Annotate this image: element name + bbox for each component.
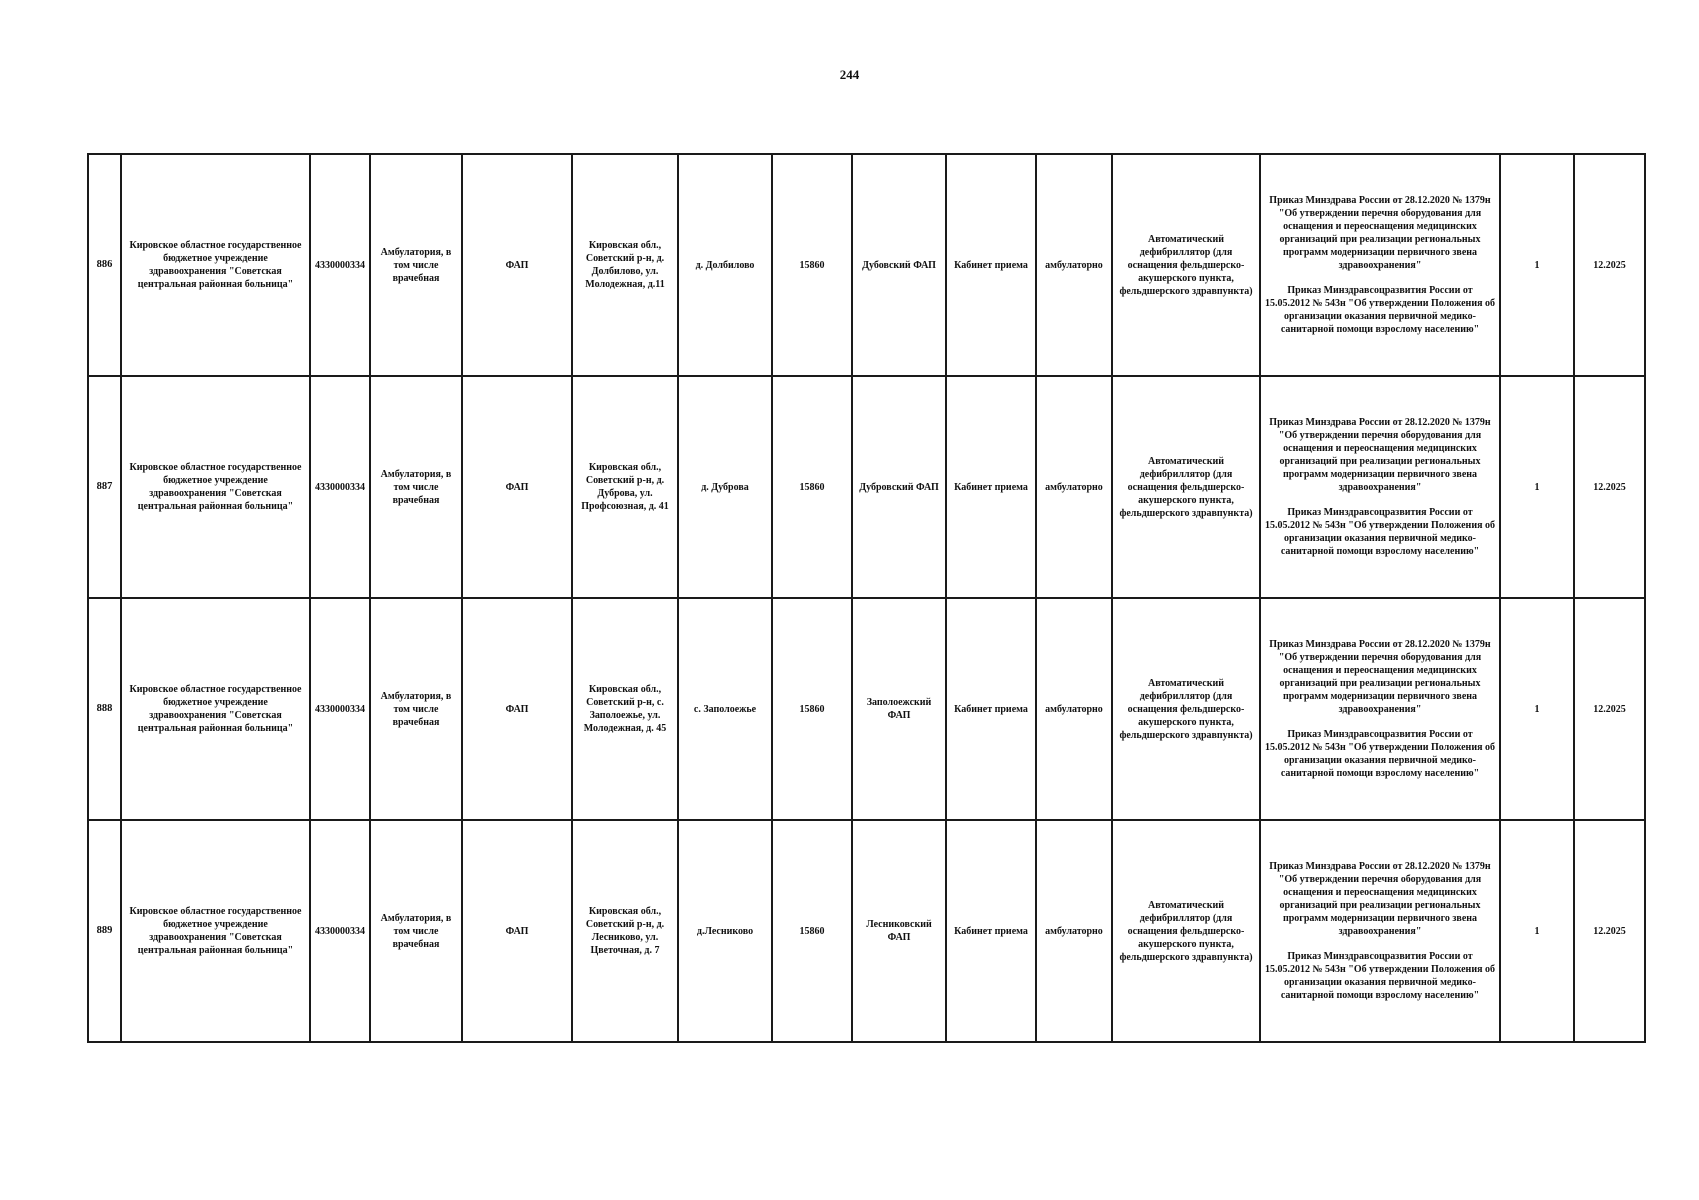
table-row (88, 376, 1645, 598)
code-cell: 15860 (772, 598, 852, 820)
equipment-cell: Автоматический дефибриллятор (для оснащения фельдшерско-акушерского пункта, фельдшерского здравпункта) (1112, 598, 1260, 820)
organization-cell: Кировское областное государственное бюджетное учреждение здравоохранения "Советская центральная районная больница" (121, 598, 310, 820)
equipment-cell: Автоматический дефибриллятор (для оснащения фельдшерско-акушерского пункта, фельдшерского здравпункта) (1112, 820, 1260, 1042)
inn-cell: 4330000334 (310, 376, 370, 598)
table-row (88, 598, 1645, 820)
quantity-cell: 1 (1500, 820, 1574, 1042)
code-cell: 15860 (772, 376, 852, 598)
quantity-cell: 1 (1500, 598, 1574, 820)
basis-order-1: Приказ Минздрава России от 28.12.2020 № 1379н "Об утверждении перечня оборудования для оснащения и переоснащения медицинских организаций при реализации региональных программ модернизации первичного звена здравоохранения" (1269, 195, 1491, 271)
quantity-cell: 1 (1500, 376, 1574, 598)
basis-order-2: Приказ Минздравсоцразвития России от 15.05.2012 № 543н "Об утверждении Положения об организации оказания первичной медико-санитарной помощи взрослому населению" (1265, 951, 1495, 1001)
unit-type-cell: ФАП (462, 154, 572, 376)
locality-cell: с. Заполоежье (678, 598, 772, 820)
basis-order-2: Приказ Минздравсоцразвития России от 15.05.2012 № 543н "Об утверждении Положения об организации оказания первичной медико-санитарной помощи взрослому населению" (1265, 729, 1495, 779)
equipment-cell: Автоматический дефибриллятор (для оснащения фельдшерско-акушерского пункта, фельдшерского здравпункта) (1112, 154, 1260, 376)
basis-order-2: Приказ Минздравсоцразвития России от 15.05.2012 № 543н "Об утверждении Положения об организации оказания первичной медико-санитарной помощи взрослому населению" (1265, 507, 1495, 557)
row-number: 888 (88, 598, 121, 820)
table-row (88, 820, 1645, 1042)
date-cell: 12.2025 (1574, 376, 1645, 598)
mode-cell: амбулаторно (1036, 598, 1112, 820)
basis-cell (1260, 376, 1500, 598)
basis-order-1: Приказ Минздрава России от 28.12.2020 № 1379н "Об утверждении перечня оборудования для оснащения и переоснащения медицинских организаций при реализации региональных программ модернизации первичного звена здравоохранения" (1269, 417, 1491, 493)
unit-type-cell: ФАП (462, 376, 572, 598)
page-number: 244 (839, 67, 860, 82)
locality-cell: д. Долбилово (678, 154, 772, 376)
unit-name-cell: Дубовский ФАП (852, 154, 946, 376)
organization-cell: Кировское областное государственное бюджетное учреждение здравоохранения "Советская центральная районная больница" (121, 154, 310, 376)
basis-cell (1260, 598, 1500, 820)
mode-cell: амбулаторно (1036, 154, 1112, 376)
inn-cell: 4330000334 (310, 154, 370, 376)
row-number: 886 (88, 154, 121, 376)
address-cell: Кировская обл., Советский р-н, д. Дуброва, ул. Профсоюзная, д. 41 (572, 376, 678, 598)
locality-cell: д.Лесниково (678, 820, 772, 1042)
basis-order-1: Приказ Минздрава России от 28.12.2020 № 1379н "Об утверждении перечня оборудования для оснащения и переоснащения медицинских организаций при реализации региональных программ модернизации первичного звена здравоохранения" (1269, 639, 1491, 715)
organization-cell: Кировское областное государственное бюджетное учреждение здравоохранения "Советская центральная районная больница" (121, 820, 310, 1042)
table-row (88, 154, 1645, 376)
mode-cell: амбулаторно (1036, 376, 1112, 598)
organization-cell: Кировское областное государственное бюджетное учреждение здравоохранения "Советская центральная районная больница" (121, 376, 310, 598)
unit-name-cell: Заполоежский ФАП (852, 598, 946, 820)
facility-type-cell: Амбулатория, в том числе врачебная (370, 376, 462, 598)
code-cell: 15860 (772, 154, 852, 376)
room-cell: Кабинет приема (946, 154, 1036, 376)
room-cell: Кабинет приема (946, 820, 1036, 1042)
basis-cell (1260, 154, 1500, 376)
address-cell: Кировская обл., Советский р-н, д. Долбилово, ул. Молодежная, д.11 (572, 154, 678, 376)
unit-name-cell: Дубровский ФАП (852, 376, 946, 598)
basis-order-1: Приказ Минздрава России от 28.12.2020 № 1379н "Об утверждении перечня оборудования для оснащения и переоснащения медицинских организаций при реализации региональных программ модернизации первичного звена здравоохранения" (1269, 861, 1491, 937)
equipment-cell: Автоматический дефибриллятор (для оснащения фельдшерско-акушерского пункта, фельдшерского здравпункта) (1112, 376, 1260, 598)
room-cell: Кабинет приема (946, 598, 1036, 820)
inn-cell: 4330000334 (310, 598, 370, 820)
code-cell: 15860 (772, 820, 852, 1042)
facility-type-cell: Амбулатория, в том числе врачебная (370, 820, 462, 1042)
basis-order-2: Приказ Минздравсоцразвития России от 15.05.2012 № 543н "Об утверждении Положения об организации оказания первичной медико-санитарной помощи взрослому населению" (1265, 285, 1495, 335)
mode-cell: амбулаторно (1036, 820, 1112, 1042)
row-number: 889 (88, 820, 121, 1042)
locality-cell: д. Дуброва (678, 376, 772, 598)
date-cell: 12.2025 (1574, 820, 1645, 1042)
inn-cell: 4330000334 (310, 820, 370, 1042)
quantity-cell: 1 (1500, 154, 1574, 376)
basis-cell (1260, 820, 1500, 1042)
unit-type-cell: ФАП (462, 820, 572, 1042)
facility-type-cell: Амбулатория, в том числе врачебная (370, 598, 462, 820)
facility-type-cell: Амбулатория, в том числе врачебная (370, 154, 462, 376)
unit-name-cell: Лесниковский ФАП (852, 820, 946, 1042)
unit-type-cell: ФАП (462, 598, 572, 820)
address-cell: Кировская обл., Советский р-н, с. Заполоежье, ул. Молодежная, д. 45 (572, 598, 678, 820)
equipment-table (87, 153, 1646, 1043)
date-cell: 12.2025 (1574, 598, 1645, 820)
date-cell: 12.2025 (1574, 154, 1645, 376)
row-number: 887 (88, 376, 121, 598)
room-cell: Кабинет приема (946, 376, 1036, 598)
address-cell: Кировская обл., Советский р-н, д. Лесниково, ул. Цветочная, д. 7 (572, 820, 678, 1042)
